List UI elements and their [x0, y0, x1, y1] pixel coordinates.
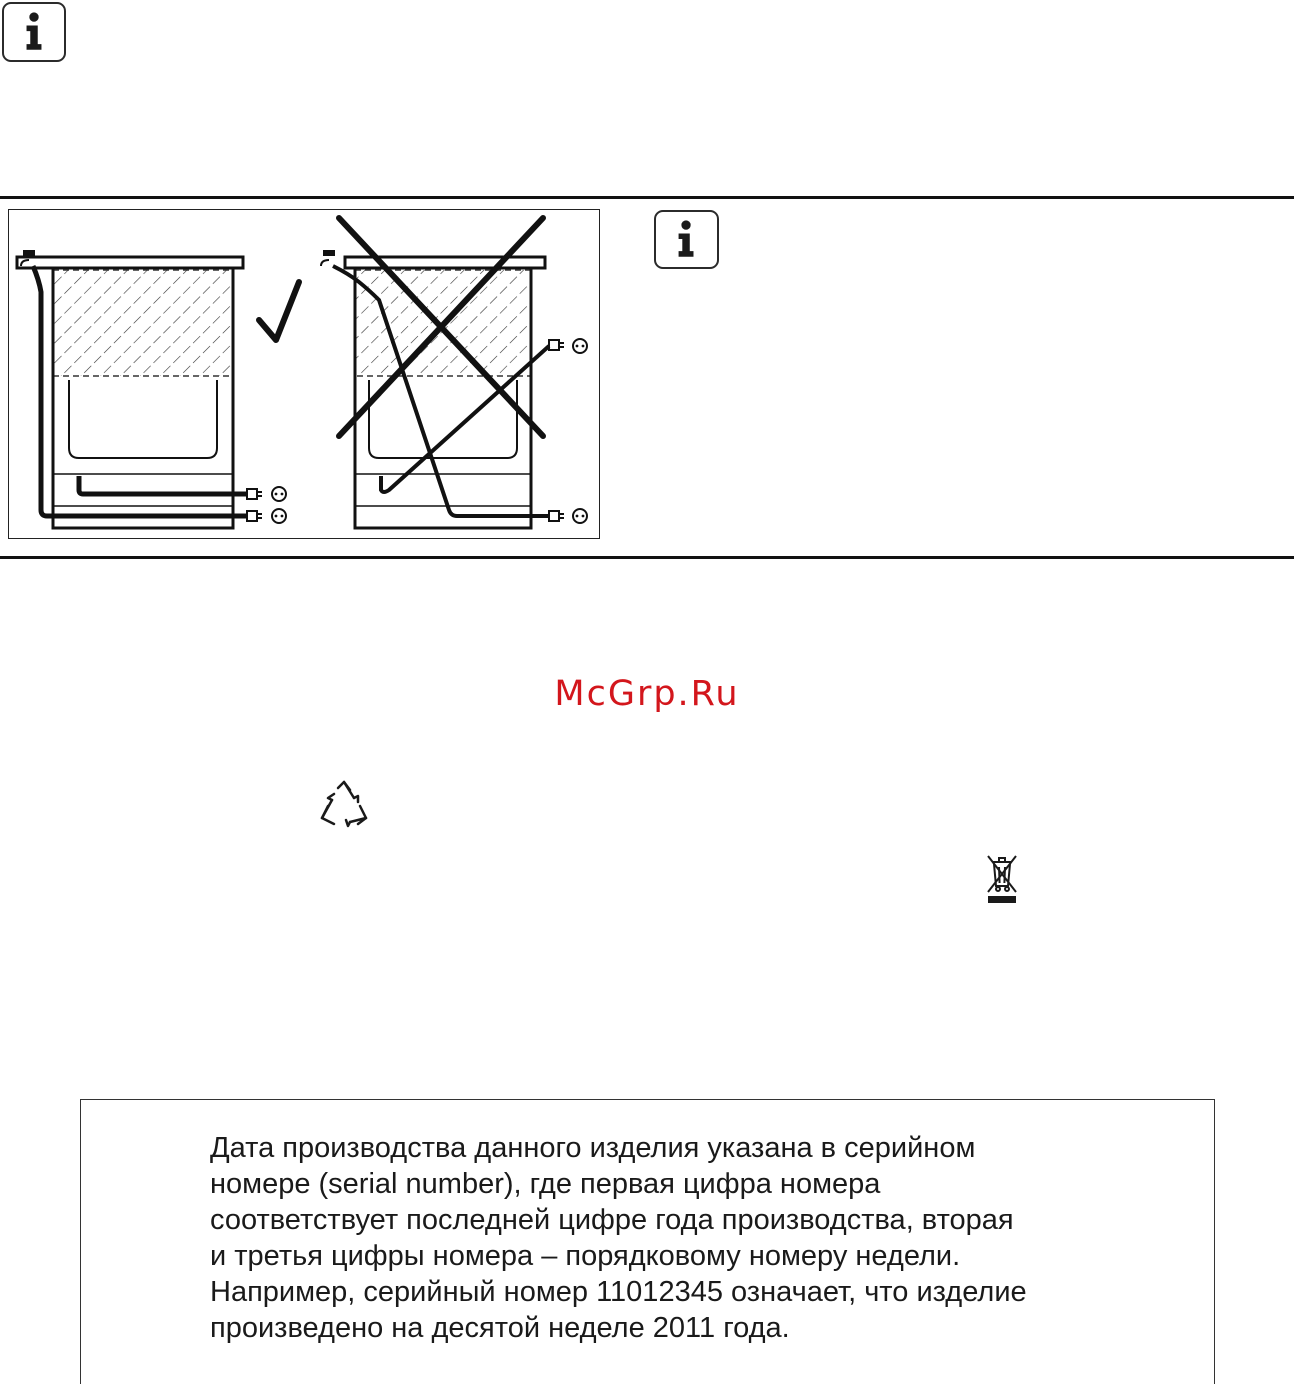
power-plug-icon: [549, 339, 587, 353]
info-icon: [654, 210, 719, 269]
info-icon-glyph: [4, 4, 64, 60]
section-top-rule: [0, 196, 1294, 199]
recycle-icon: [318, 780, 370, 828]
incorrect-installation: [321, 218, 587, 528]
power-plug-icon: [247, 487, 286, 501]
note-line: произведено на десятой неделе 2011 года.: [210, 1312, 790, 1344]
note-line: и третья цифры номера – порядковому номеру недели.: [210, 1240, 961, 1272]
section-bottom-rule: [0, 556, 1294, 559]
correct-installation: [17, 250, 299, 528]
info-icon-glyph: [656, 212, 717, 267]
power-plug-icon: [549, 509, 587, 523]
crossed-out-bin-icon: [984, 852, 1020, 906]
note-line: соответствует последней цифре года производства, вторая: [210, 1204, 1014, 1236]
watermark: McGrp.Ru: [554, 674, 740, 714]
checkmark-icon: [259, 282, 299, 340]
power-plug-icon: [247, 509, 286, 523]
serial-number-note: [80, 1099, 1215, 1384]
note-line: Например, серийный номер 11012345 означает, что изделие: [210, 1276, 1027, 1308]
info-icon: [2, 2, 66, 62]
serial-number-note-text: [210, 1130, 1210, 1346]
note-line: Дата производства данного изделия указана в серийном: [210, 1132, 976, 1164]
note-line: номере (serial number), где первая цифра номера: [210, 1168, 881, 1200]
installation-diagram: [8, 209, 600, 539]
